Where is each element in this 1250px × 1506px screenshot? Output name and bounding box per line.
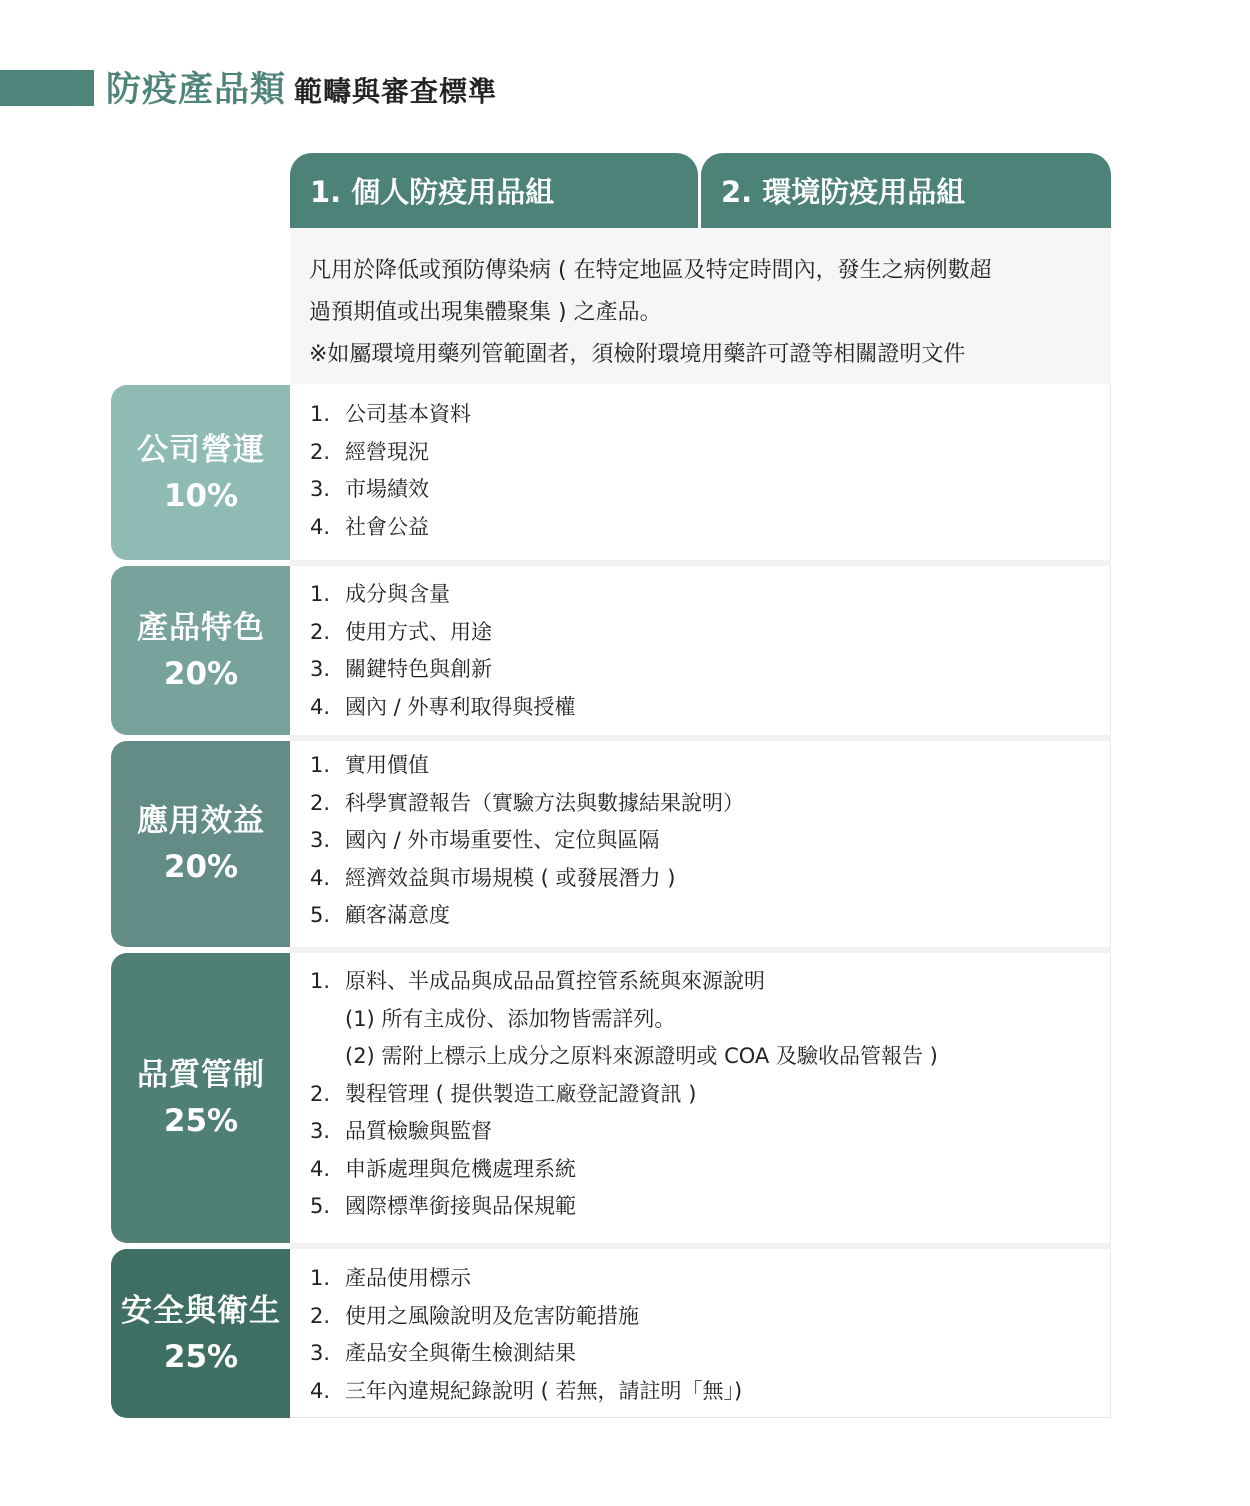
category-name: 安全與衛生 bbox=[121, 1292, 281, 1329]
category-panel-features bbox=[290, 566, 1111, 735]
list-item: 2. 使用方式、用途 bbox=[310, 619, 492, 644]
list-item: 2. 製程管理 ( 提供製造工廠登記證資訊 ) bbox=[310, 1081, 697, 1106]
category-weight: 20% bbox=[163, 655, 239, 692]
list-item: 2. 科學實證報告（實驗方法與數據結果說明） bbox=[310, 790, 744, 815]
category-name: 公司營運 bbox=[137, 431, 265, 468]
list-item: 1. 成分與含量 bbox=[310, 582, 450, 606]
list-item: 3. 品質檢驗與監督 bbox=[310, 1119, 492, 1143]
list-item: 3. 關鍵特色與創新 bbox=[310, 657, 492, 681]
category-label-safety bbox=[111, 1249, 291, 1418]
category-panel-safety bbox=[290, 1249, 1111, 1418]
tab-environmental-supplies[interactable]: 2. 環境防疫用品組 bbox=[701, 153, 1111, 228]
category-name: 品質管制 bbox=[137, 1057, 265, 1093]
criteria-list bbox=[310, 747, 744, 935]
category-weight: 10% bbox=[163, 477, 239, 514]
scope-description bbox=[290, 228, 1111, 384]
list-item: 1. 產品使用標示 bbox=[310, 1266, 471, 1290]
page-title-main: 防疫產品類 bbox=[106, 70, 287, 110]
description-line: ※如屬環境用藥列管範圍者，須檢附環境用藥許可證等相關證明文件 bbox=[309, 342, 966, 367]
page-title-sub: 範疇與審查標準 bbox=[294, 75, 498, 108]
category-weight: 20% bbox=[163, 849, 239, 885]
criteria-list bbox=[310, 963, 938, 1226]
category-panel-quality bbox=[290, 953, 1111, 1243]
criteria-list bbox=[310, 1260, 742, 1410]
list-item: 4. 社會公益 bbox=[310, 514, 429, 539]
list-item: 4. 經濟效益與市場規模 ( 或發展潛力 ) bbox=[310, 865, 676, 890]
category-name: 應用效益 bbox=[137, 803, 265, 839]
criteria-list bbox=[310, 396, 471, 546]
category-label-benefits bbox=[111, 741, 291, 947]
category-weight: 25% bbox=[163, 1103, 239, 1139]
list-item: 3. 國內 / 外市場重要性、定位與區隔 bbox=[310, 828, 660, 852]
tab-personal-supplies[interactable]: 1. 個人防疫用品組 bbox=[290, 153, 698, 228]
list-item: 5. 顧客滿意度 bbox=[310, 903, 450, 927]
list-item: 4. 申訴處理與危機處理系統 bbox=[310, 1156, 576, 1181]
list-item: 4. 國內 / 外專利取得與授權 bbox=[310, 694, 576, 719]
list-subitem: (1) 所有主成份、添加物皆需詳列。 bbox=[345, 1006, 676, 1031]
list-item: 4. 三年內違規紀錄說明 ( 若無，請註明「無」) bbox=[310, 1378, 743, 1403]
list-item: 1. 原料、半成品與成品品質控管系統與來源說明 bbox=[310, 969, 765, 993]
list-item: 2. 使用之風險說明及危害防範措施 bbox=[310, 1303, 639, 1328]
category-label-operations bbox=[111, 385, 291, 560]
category-label-quality bbox=[111, 953, 291, 1243]
title-accent-bar bbox=[0, 70, 94, 106]
description-line: 凡用於降低或預防傳染病 ( 在特定地區及特定時間內，發生之病例數超 bbox=[309, 258, 992, 283]
criteria-list bbox=[310, 576, 575, 726]
list-item: 5. 國際標準銜接與品保規範 bbox=[310, 1194, 576, 1218]
list-item: 1. 實用價值 bbox=[310, 753, 429, 777]
description-line: 過預期值或出現集體聚集 ) 之產品。 bbox=[309, 300, 662, 325]
category-panel-benefits bbox=[290, 741, 1111, 947]
list-item: 1. 公司基本資料 bbox=[310, 402, 471, 426]
page-title bbox=[106, 62, 497, 112]
category-name: 產品特色 bbox=[137, 609, 265, 646]
category-label-features bbox=[111, 566, 291, 735]
list-subitem: (2) 需附上標示上成分之原料來源證明或 COA 及驗收品管報告 ) bbox=[345, 1044, 938, 1068]
list-item: 3. 產品安全與衛生檢測結果 bbox=[310, 1341, 576, 1365]
category-panel-operations bbox=[290, 385, 1111, 560]
list-item: 2. 經營現況 bbox=[310, 439, 429, 464]
category-weight: 25% bbox=[163, 1338, 239, 1375]
list-item: 3. 市場績效 bbox=[310, 477, 429, 501]
